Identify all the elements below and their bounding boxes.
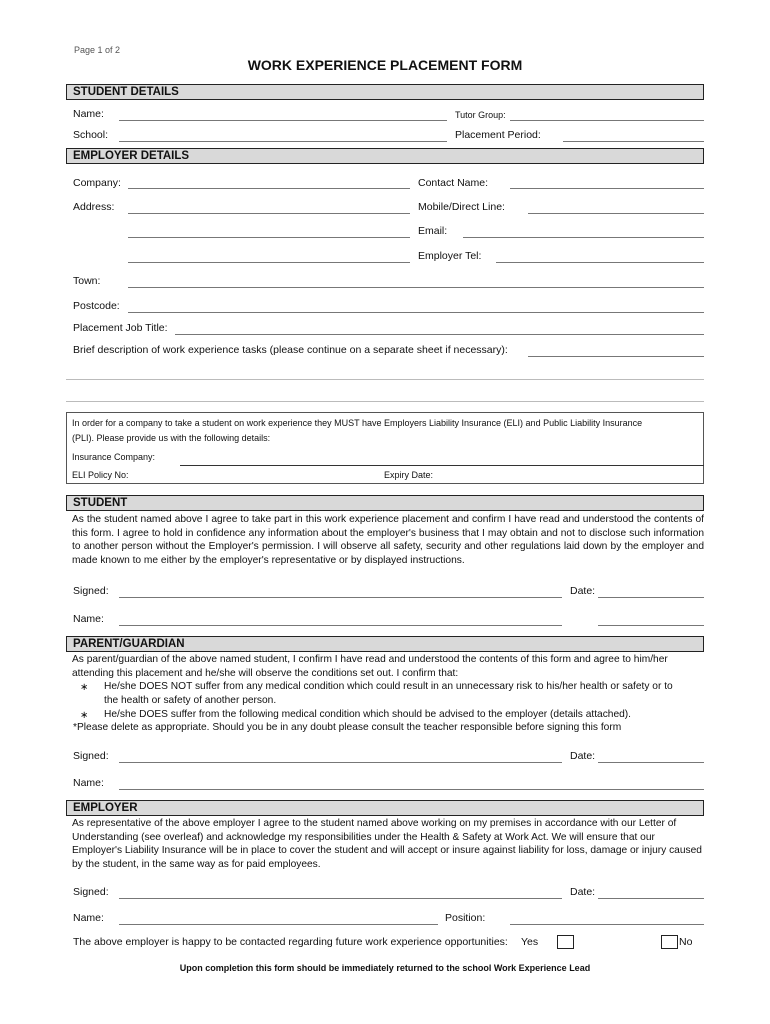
insurance-company-label: Insurance Company: — [72, 452, 156, 462]
job-title-field[interactable] — [175, 334, 704, 335]
tasks-field-line-1[interactable] — [528, 356, 704, 357]
yes-checkbox[interactable] — [557, 935, 574, 949]
contact-name-label: Contact Name: — [418, 177, 489, 189]
school-label: School: — [73, 129, 109, 141]
student-date-label: Date: — [570, 585, 596, 597]
bullet-icon: ∗ — [80, 682, 89, 693]
parent-bullet-1-cont: the health or safety of another person. — [104, 695, 277, 706]
student-signature-field[interactable] — [119, 597, 562, 598]
student-extra-field[interactable] — [598, 625, 704, 626]
student-declaration: As the student named above I agree to take part in this work experience placement and confirm I have read and understood the contents of this form. I agree to hold in confidence any information about the employer's business that I may obtain and not to disclose such information to another person without the Employer's permission. I will observe all safety, security and other regulations laid down by the employer and made known to me either by the employer's representative or by displayed instructions. — [72, 514, 704, 566]
address-line-1[interactable] — [128, 213, 410, 214]
employer-signed-label: Signed: — [73, 886, 109, 898]
placement-period-field[interactable] — [563, 141, 704, 142]
tasks-field-line-3[interactable] — [66, 401, 704, 402]
student-signed-label: Signed: — [73, 585, 109, 597]
employer-date-label: Date: — [570, 886, 596, 898]
employer-position-label: Position: — [445, 912, 486, 924]
parent-bullet-1: He/she DOES NOT suffer from any medical condition which could result in an unnecessary risk to his/her health or safety or to — [104, 681, 673, 692]
employer-declaration: As representative of the above employer I agree to the student named above working on my premises in accordance with our Letter of Understanding (see overleaf) and acknowledge my responsibilities under the Health & Safety at Work Act. We will ensure that our Employer's Liability Insurance will be in place to cover the student and will accept or insure against liability for loss, damage or injury caused by the student, in the same way as for paid employees. — [72, 818, 702, 870]
job-title-label: Placement Job Title: — [73, 322, 168, 334]
page-number: Page 1 of 2 — [74, 45, 121, 55]
postcode-field[interactable] — [128, 312, 704, 313]
tasks-label: Brief description of work experience tasks (please continue on a separate sheet if necessary): — [73, 344, 508, 356]
yes-label: Yes — [521, 936, 539, 948]
parent-declaration: As parent/guardian of the above named student, I confirm I have read and understood the contents of this form and agree to him/her attending this placement and he/she will observe the conditions set out. I confirm that: — [72, 654, 668, 679]
parent-name-label: Name: — [73, 777, 104, 789]
company-label: Company: — [73, 177, 121, 189]
town-label: Town: — [73, 275, 101, 287]
no-checkbox[interactable] — [661, 935, 678, 949]
employer-name-label: Name: — [73, 912, 104, 924]
student-name-sign-label: Name: — [73, 613, 104, 625]
no-label: No — [679, 936, 693, 948]
company-field[interactable] — [128, 188, 410, 189]
employer-details-heading: EMPLOYER DETAILS — [66, 148, 704, 164]
parent-signed-label: Signed: — [73, 750, 109, 762]
employer-signature-field[interactable] — [119, 898, 562, 899]
tasks-field-line-2[interactable] — [66, 379, 704, 380]
contact-name-field[interactable] — [510, 188, 704, 189]
parent-signature-field[interactable] — [119, 762, 562, 763]
employer-position-field[interactable] — [510, 924, 704, 925]
mobile-label: Mobile/Direct Line: — [418, 201, 505, 213]
eli-policy-label: ELI Policy No: — [72, 470, 129, 480]
tutor-group-label: Tutor Group: — [455, 110, 506, 120]
parent-name-field[interactable] — [119, 789, 704, 790]
email-label: Email: — [418, 225, 448, 237]
employer-tel-label: Employer Tel: — [418, 250, 482, 262]
student-heading: STUDENT — [66, 495, 704, 511]
student-details-heading: STUDENT DETAILS — [66, 84, 704, 100]
employer-tel-field[interactable] — [496, 262, 704, 263]
address-line-3[interactable] — [128, 262, 410, 263]
tutor-group-field[interactable] — [510, 120, 704, 121]
parent-date-label: Date: — [570, 750, 596, 762]
address-label: Address: — [73, 201, 115, 213]
employer-date-field[interactable] — [598, 898, 704, 899]
student-name-field[interactable] — [119, 120, 447, 121]
student-name-sign-field[interactable] — [119, 625, 562, 626]
parent-bullet-2: He/she DOES suffer from the following medical condition which should be advised to the employer (details attached). — [104, 709, 632, 720]
town-field[interactable] — [128, 287, 704, 288]
placement-period-label: Placement Period: — [455, 129, 541, 141]
insurance-company-field[interactable] — [180, 465, 704, 466]
bullet-icon: ∗ — [80, 710, 89, 721]
employer-heading: EMPLOYER — [66, 800, 704, 816]
parent-date-field[interactable] — [598, 762, 704, 763]
postcode-label: Postcode: — [73, 300, 120, 312]
parent-note: *Please delete as appropriate. Should you be in any doubt please consult the teacher responsible before signing this form — [73, 722, 622, 733]
mobile-field[interactable] — [528, 213, 704, 214]
insurance-text-1: In order for a company to take a student on work experience they MUST have Employers Liability Insurance (ELI) and Public Liability Insurance — [72, 418, 643, 428]
insurance-text-2: (PLI). Please provide us with the following details: — [72, 433, 271, 443]
footer-note: Upon completion this form should be immediately returned to the school Work Experience Lead — [179, 963, 591, 973]
student-name-label: Name: — [73, 108, 104, 120]
expiry-date-label: Expiry Date: — [384, 470, 434, 480]
form-title: WORK EXPERIENCE PLACEMENT FORM — [247, 57, 523, 73]
parent-heading: PARENT/GUARDIAN — [66, 636, 704, 652]
school-field[interactable] — [119, 141, 447, 142]
address-line-2[interactable] — [128, 237, 410, 238]
employer-name-field[interactable] — [119, 924, 438, 925]
contact-question: The above employer is happy to be contacted regarding future work experience opportunities: — [73, 936, 508, 948]
email-field[interactable] — [463, 237, 704, 238]
student-date-field[interactable] — [598, 597, 704, 598]
